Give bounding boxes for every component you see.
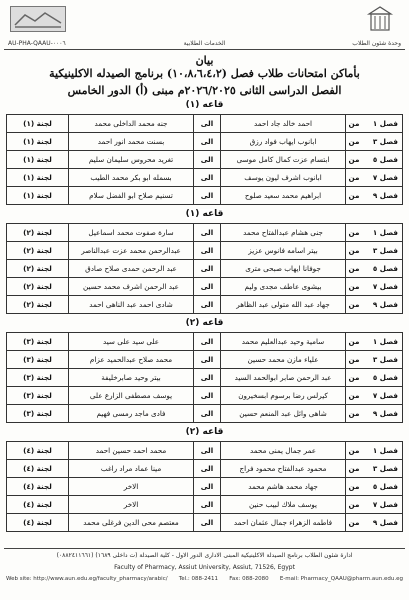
to-cell: الى — [200, 337, 214, 346]
section-cell: فصل ٧ — [372, 500, 398, 509]
table-row — [7, 260, 402, 278]
header-divider — [4, 49, 405, 50]
from-cell: من — [348, 228, 360, 237]
from-name-cell: علياء مازن محمد حسين — [220, 351, 346, 368]
from-name-cell: يوسف ملاك لبيب حنين — [220, 496, 346, 513]
from-name-cell: عبد الرحمن صابر ابوالحمد السيد — [220, 369, 346, 386]
to-cell: الى — [200, 119, 214, 128]
to-cell: الى — [200, 464, 214, 473]
hall-table — [6, 332, 403, 423]
to-name-cell: شادى احمد عبد الناهى احمد — [68, 296, 194, 313]
committee-cell: لجنة (٢) — [23, 300, 52, 309]
from-name-cell: بيشوى عاطف مجدى وليم — [220, 278, 346, 295]
hall-label — [6, 427, 403, 440]
unit-name: وحدة شئون الطلاب — [352, 40, 401, 47]
from-cell: من — [348, 518, 360, 527]
from-name-cell: فاطمه الزهراء جمال عثمان احمد — [220, 514, 346, 531]
from-cell: من — [348, 137, 360, 146]
section-cell: فصل ٩ — [372, 191, 398, 200]
faculty-emblem-icon — [365, 4, 395, 34]
section-cell: فصل ٣ — [372, 137, 398, 146]
from-name-cell: احمد خالد جاد احمد — [220, 115, 346, 132]
hall-label-text: قاعه (١) — [185, 209, 224, 219]
section-cell: فصل ٧ — [372, 173, 398, 182]
semester-line: الفصل الدراسى الثانى ٢٠٢٦/٢٠٢٥م مبنى (أ) الدور الخامس — [67, 84, 342, 97]
from-cell: من — [348, 246, 360, 255]
footer-tel: Tel.: 088-2411 — [178, 576, 218, 582]
to-name-cell: بيتر وحيد صابرخليفة — [68, 369, 194, 386]
to-name-cell: على سيد على سيد — [68, 333, 194, 350]
to-name-cell: مينا عماد مراد راغب — [68, 460, 194, 477]
committee-cell: لجنة (٣) — [23, 409, 52, 418]
table-row — [7, 351, 402, 369]
to-name-cell: تغريد محروس سليمان سليم — [68, 151, 194, 168]
to-cell: الى — [200, 191, 214, 200]
from-cell: من — [348, 355, 360, 364]
from-name-cell: جنى هشام عبدالفتاح محمد — [220, 224, 346, 241]
from-name-cell: بيتر اسامه فانوس عزيز — [220, 242, 346, 259]
committee-cell: لجنة (٣) — [23, 373, 52, 382]
table-row — [7, 187, 402, 204]
to-name-cell: عبد الرحمن حمدى صلاح صادق — [68, 260, 194, 277]
table-row — [7, 460, 402, 478]
footer-website: Web site: http://www.aun.edu.eg/faculty_pharmacy/arabic/ — [6, 576, 168, 582]
from-name-cell: سامية وحيد عبدالعليم محمد — [220, 333, 346, 350]
table-row — [7, 478, 402, 496]
committee-cell: لجنة (٤) — [23, 500, 52, 509]
to-cell: الى — [200, 500, 214, 509]
document-subtitle: بأماكن امتحانات طلاب فصل (١٠،٨،٦،٤،٢) برنامج الصيدله الاكلينيكية — [49, 67, 360, 80]
department-name: الخدمات الطلابية — [183, 40, 226, 47]
to-name-cell: معتصم محى الدين فرغلى محمد — [68, 514, 194, 531]
table-row — [7, 405, 402, 422]
from-cell: من — [348, 191, 360, 200]
to-cell: الى — [200, 391, 214, 400]
to-name-cell: سارة صفوت محمد اسماعيل — [68, 224, 194, 241]
to-cell: الى — [200, 446, 214, 455]
section-cell: فصل ٣ — [372, 355, 398, 364]
section-cell: فصل ١ — [372, 446, 398, 455]
committee-cell: لجنة (٤) — [23, 464, 52, 473]
committee-cell: لجنة (٤) — [23, 518, 52, 527]
to-name-cell: عبدالرحمن محمد عزت عبدالناصر — [68, 242, 194, 259]
section-cell: فصل ١ — [372, 228, 398, 237]
committee-cell: لجنة (١) — [23, 191, 52, 200]
from-name-cell: جهاد عبد الله متولى عبد الظاهر — [220, 296, 346, 313]
from-cell: من — [348, 300, 360, 309]
table-row — [7, 133, 402, 151]
table-row — [7, 151, 402, 169]
to-cell: الى — [200, 482, 214, 491]
from-name-cell: عمر جمال يمنى محمد — [220, 442, 346, 459]
to-cell: الى — [200, 518, 214, 527]
section-cell: فصل ٣ — [372, 464, 398, 473]
committee-cell: لجنة (٣) — [23, 337, 52, 346]
footer-fax: Fax: 088-2080 — [229, 576, 269, 582]
hall-table — [6, 114, 403, 205]
table-row — [7, 514, 402, 531]
section-cell: فصل ٥ — [372, 264, 398, 273]
table-row — [7, 369, 402, 387]
from-cell: من — [348, 409, 360, 418]
section-cell: فصل ٥ — [372, 373, 398, 382]
letterhead — [4, 2, 405, 52]
footer-contacts — [0, 576, 409, 582]
committee-cell: لجنة (٣) — [23, 391, 52, 400]
section-cell: فصل ٧ — [372, 282, 398, 291]
committee-cell: لجنة (٤) — [23, 446, 52, 455]
to-name-cell: عبد الرحمن اشرف محمد حسين — [68, 278, 194, 295]
hall-label — [6, 100, 403, 113]
section-cell: فصل ٥ — [372, 482, 398, 491]
table-row — [7, 387, 402, 405]
to-cell: الى — [200, 137, 214, 146]
table-row — [7, 333, 402, 351]
section-cell: فصل ٧ — [372, 391, 398, 400]
from-cell: من — [348, 264, 360, 273]
from-cell: من — [348, 373, 360, 382]
section-cell: فصل ١ — [372, 337, 398, 346]
from-name-cell: ابراهيم محمد سعيد صلوح — [220, 187, 346, 204]
document-title: بيان — [195, 54, 214, 67]
from-name-cell: جهاد محمد هاشم محمد — [220, 478, 346, 495]
from-name-cell: ابانوب ايهاب فواد رزق — [220, 133, 346, 150]
to-name-cell: الاخر — [68, 496, 194, 513]
from-cell: من — [348, 446, 360, 455]
committee-cell: لجنة (٢) — [23, 264, 52, 273]
section-cell: فصل ٩ — [372, 409, 398, 418]
from-cell: من — [348, 391, 360, 400]
from-name-cell: جوفانا ايهاب صبحى مترى — [220, 260, 346, 277]
from-cell: من — [348, 173, 360, 182]
from-name-cell: كيرلس رضا برسوم ابسخيرون — [220, 387, 346, 404]
from-name-cell: شاهى وائل عبد المنعم حسين — [220, 405, 346, 422]
hall-table — [6, 441, 403, 532]
from-cell: من — [348, 500, 360, 509]
to-cell: الى — [200, 155, 214, 164]
from-name-cell: ابانوب اشرف ليون يوسف — [220, 169, 346, 186]
table-row — [7, 242, 402, 260]
document-ref-code: AU-PHA-QAAU-٠٠٠٦ — [8, 40, 66, 47]
footer-email: E-mail: Pharmacy_QAAU@pharm.aun.edu.eg — [279, 576, 403, 582]
committee-cell: لجنة (٢) — [23, 246, 52, 255]
committee-cell: لجنة (٢) — [23, 228, 52, 237]
hall-label — [6, 318, 403, 331]
to-cell: الى — [200, 264, 214, 273]
section-cell: فصل ١ — [372, 119, 398, 128]
hall-label-text: قاعه (٢) — [185, 318, 224, 328]
to-cell: الى — [200, 228, 214, 237]
from-cell: من — [348, 337, 360, 346]
committee-cell: لجنة (٢) — [23, 282, 52, 291]
committee-cell: لجنة (١) — [23, 155, 52, 164]
hall-label — [6, 209, 403, 222]
to-name-cell: فادى ماجد رمسى فهيم — [68, 405, 194, 422]
committee-cell: لجنة (٤) — [23, 482, 52, 491]
to-cell: الى — [200, 282, 214, 291]
to-name-cell: يوسف مصطفى الزارع على — [68, 387, 194, 404]
from-cell: من — [348, 464, 360, 473]
hall-label-text: قاعه (٢) — [185, 427, 224, 437]
table-row — [7, 442, 402, 460]
table-row — [7, 296, 402, 313]
committee-cell: لجنة (٣) — [23, 355, 52, 364]
table-row — [7, 496, 402, 514]
to-cell: الى — [200, 246, 214, 255]
to-cell: الى — [200, 173, 214, 182]
section-cell: فصل ٩ — [372, 518, 398, 527]
section-cell: فصل ٩ — [372, 300, 398, 309]
from-cell: من — [348, 282, 360, 291]
to-cell: الى — [200, 409, 214, 418]
to-cell: الى — [200, 355, 214, 364]
committee-cell: لجنة (١) — [23, 173, 52, 182]
from-cell: من — [348, 119, 360, 128]
to-name-cell: جنه محمد الداخلى محمد — [68, 115, 194, 132]
table-row — [7, 169, 402, 187]
from-name-cell: ابتسام عزت كمال كامل موسى — [220, 151, 346, 168]
to-name-cell: تسنيم صلاح ابو الفضل سلام — [68, 187, 194, 204]
table-row — [7, 278, 402, 296]
section-cell: فصل ٥ — [372, 155, 398, 164]
to-name-cell: محمد صلاح عبدالحميد عزام — [68, 351, 194, 368]
to-cell: الى — [200, 300, 214, 309]
hall-table — [6, 223, 403, 314]
footer-address-en: Faculty of Pharmacy, Assiut University, Assiut, 71526, Egypt — [114, 564, 295, 571]
to-name-cell: بسنت محمد انور احمد — [68, 133, 194, 150]
from-name-cell: محمود عبدالفتاح محمود فراج — [220, 460, 346, 477]
committee-cell: لجنة (١) — [23, 137, 52, 146]
university-logo — [10, 6, 66, 32]
footer-divider — [4, 548, 405, 549]
committee-cell: لجنة (١) — [23, 119, 52, 128]
to-name-cell: الاخر — [68, 478, 194, 495]
to-name-cell: محمد احمد حسين احمد — [68, 442, 194, 459]
footer-address-ar: ادارة شئون الطلاب برنامج الصيدلة الاكلينيكية المبنى الادارى الدور الاول - كلية الصيدلة (ت داخلى ١٦٨٩) (٠٨٨٢٤١١٦٦١) — [56, 552, 353, 559]
hall-label-text: قاعه (١) — [185, 100, 224, 110]
section-cell: فصل ٣ — [372, 246, 398, 255]
to-name-cell: بسمله ابو بكر محمد الطيب — [68, 169, 194, 186]
to-cell: الى — [200, 373, 214, 382]
table-row — [7, 224, 402, 242]
table-row — [7, 115, 402, 133]
from-cell: من — [348, 482, 360, 491]
from-cell: من — [348, 155, 360, 164]
